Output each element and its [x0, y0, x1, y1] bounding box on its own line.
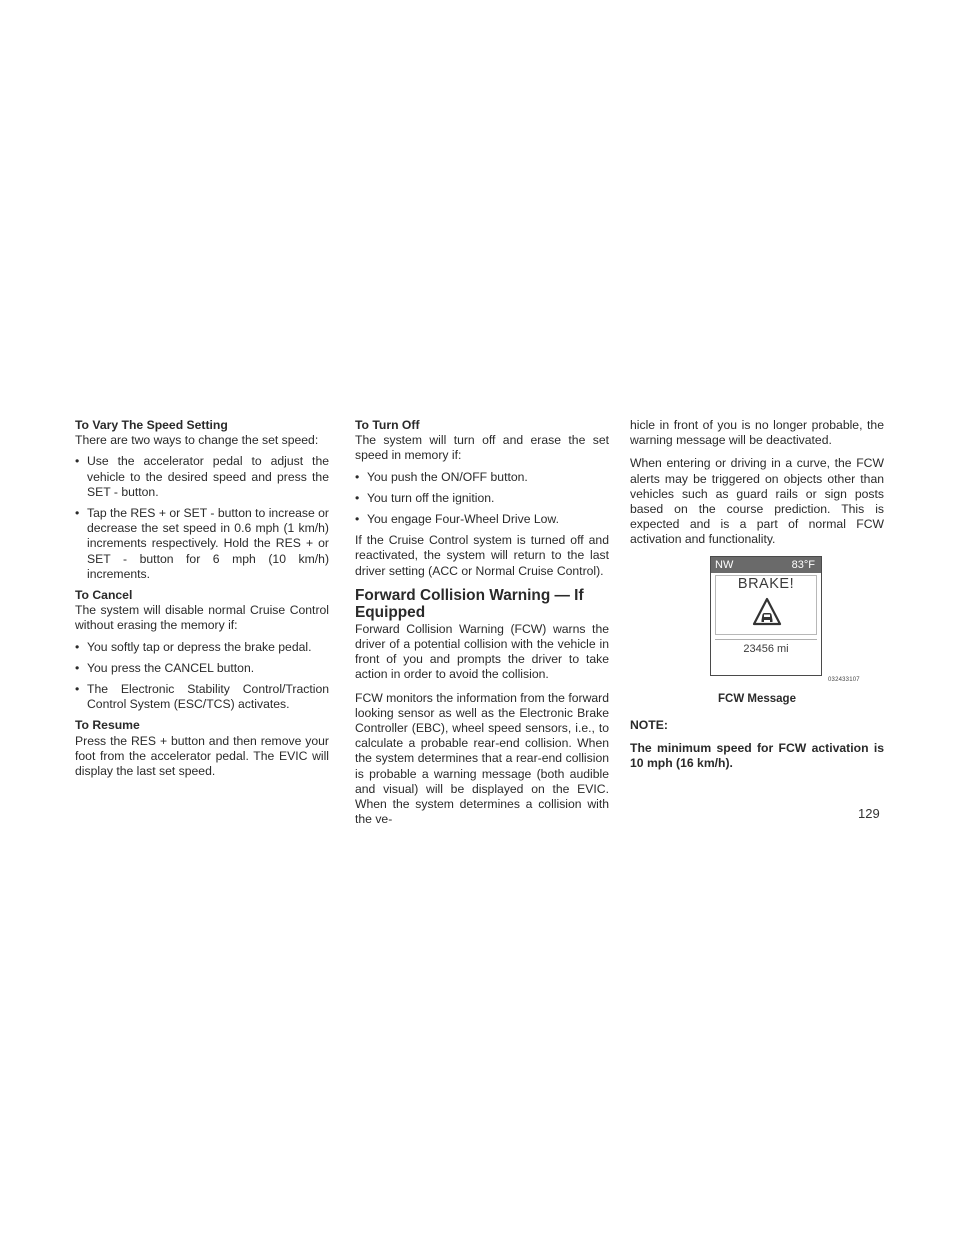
figure-caption: FCW Message — [718, 692, 796, 705]
fcw-paragraph-1: Forward Collision Warning (FCW) warns the driver of a potential collision with the vehicle in front of you and prompts the driver to take action in order to avoid the collision. — [355, 621, 609, 682]
evic-divider — [715, 639, 817, 640]
resume-heading: To Resume — [75, 718, 140, 733]
note-text: The minimum speed for FCW activation is 10 mph (16 km/h). — [630, 740, 884, 771]
list-item: • You turn off the ignition. — [355, 491, 609, 506]
vary-speed-heading: To Vary The Speed Setting — [75, 418, 228, 432]
cancel-intro: The system will disable normal Cruise Control without erasing the memory if: — [75, 603, 329, 633]
evic-status-bar — [711, 557, 821, 573]
fcw-paragraph-2: FCW monitors the information from the forward looking sensor as well as the Electronic Brake Controller (EBC), wheel speed sensors, i.e., to calculate a probable rear-end collision. When the system determines that a rear-end collision is probable a warning message (both audible and visual) will be displayed on the EVIC. When the system determines a collision with the ve- — [355, 690, 609, 827]
fcw-curve-paragraph: When entering or driving in a curve, the FCW alerts may be triggered on objects other than vehicles such as guard rails or sign posts based on the course prediction. This is expected and is a part of normal FCW activation and functionality. — [630, 456, 884, 547]
resume-text: Press the RES + button and then remove your foot from the accelerator pedal. The EVIC will display the last set speed. — [75, 733, 329, 779]
cancel-heading: To Cancel — [75, 588, 133, 603]
odometer-reading: 23456 mi — [743, 642, 789, 655]
compass-heading: NW — [715, 558, 734, 571]
page-number: 129 — [858, 806, 880, 821]
turn-off-intro: The system will turn off and erase the set speed in memory if: — [355, 433, 609, 463]
forward-collision-warning-icon — [752, 597, 782, 627]
list-item: • The Electronic Stability Control/Traction Control System (ESC/TCS) activates. — [75, 682, 329, 712]
fcw-section-title: Forward Collision Warning — If Equipped — [355, 586, 584, 621]
list-item: • You softly tap or depress the brake pedal. — [75, 640, 329, 655]
figure-code: 032433107 — [828, 676, 860, 683]
turn-off-list — [355, 470, 609, 528]
column-right — [630, 418, 884, 771]
column-middle — [355, 418, 609, 835]
list-item: • You press the CANCEL button. — [75, 661, 329, 676]
list-item: • You push the ON/OFF button. — [355, 470, 609, 485]
cancel-list — [75, 640, 329, 713]
list-item: • Tap the RES + or SET - button to increase or decrease the set speed in 0.6 mph (1 km/h) increments respectively. Hold the RES + or SET - button for 6 mph (10 km/h) increments. — [75, 506, 329, 582]
turn-off-heading: To Turn Off — [355, 418, 420, 432]
evic-alert-panel — [715, 575, 817, 635]
brake-alert-text: BRAKE! — [737, 575, 795, 592]
fcw-message-figure — [630, 556, 884, 712]
list-item: • You engage Four-Wheel Drive Low. — [355, 512, 609, 527]
fcw-continued-paragraph: hicle in front of you is no longer probable, the warning message will be deactivated. — [630, 418, 884, 448]
list-item: • Use the accelerator pedal to adjust the vehicle to the desired speed and press the SET - button. — [75, 454, 329, 500]
turn-off-paragraph: If the Cruise Control system is turned off and reactivated, the system will return to the last driver setting (ACC or Normal Cruise Control). — [355, 533, 609, 578]
outside-temperature: 83°F — [791, 558, 815, 571]
note-heading: NOTE: — [630, 717, 668, 732]
vary-speed-list — [75, 454, 329, 582]
column-left — [75, 418, 329, 787]
evic-display — [710, 556, 822, 676]
vary-speed-intro: There are two ways to change the set speed: — [75, 433, 319, 448]
